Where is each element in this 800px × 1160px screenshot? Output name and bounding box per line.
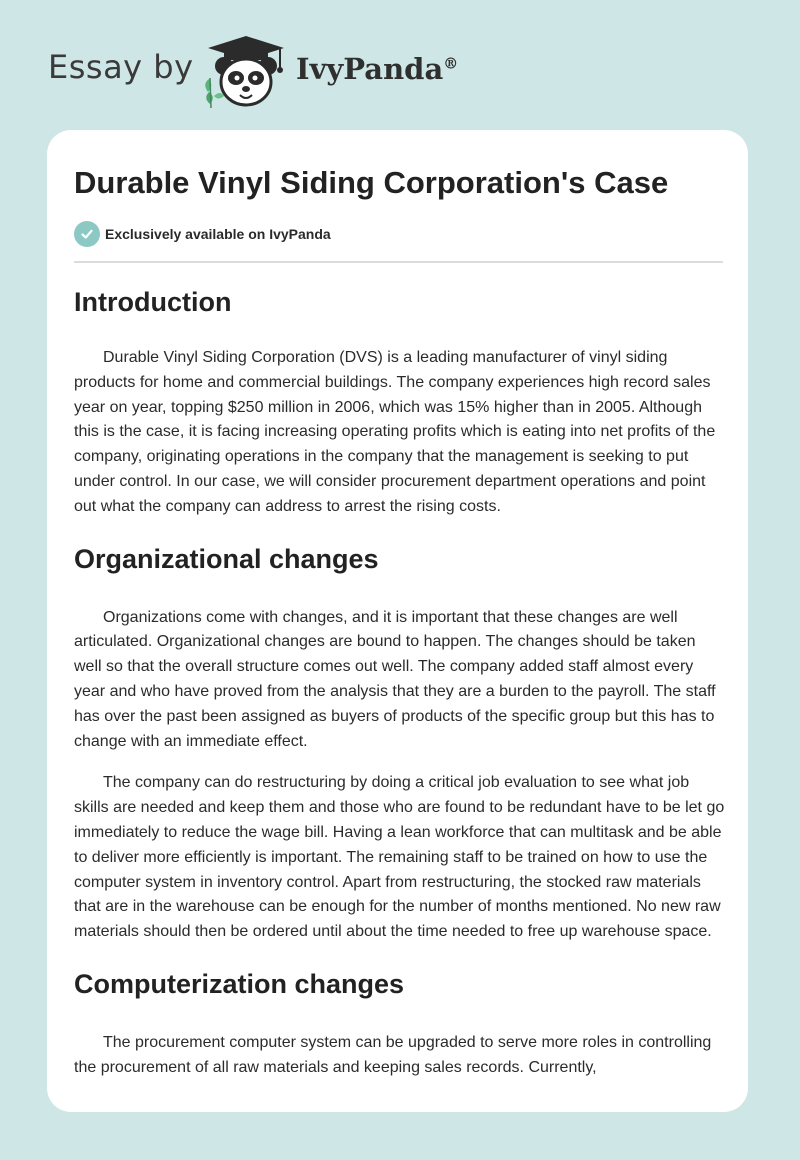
org-paragraph-1: Organizations come with changes, and it is important that these changes are well articulated. Organizational changes are bound to happen. The changes should be taken well so that the overall structure comes out well. The company added staff almost every year and who have proved from the analysis that they are a burden to the payroll. The staff has over the past been assigned as buyers of products of the specific group but this has to change with an immediate effect. [74, 608, 716, 750]
essay-title: Durable Vinyl Siding Corporation's Case [74, 165, 669, 200]
panda-logo-icon[interactable] [200, 34, 292, 110]
section-heading-organizational-changes: Organizational changes [74, 543, 379, 574]
section-heading-computerization-changes: Computerization changes [74, 968, 405, 999]
essay-card [47, 130, 748, 1112]
title-divider [74, 261, 723, 263]
brand-name[interactable] [296, 52, 458, 86]
check-icon [74, 221, 100, 247]
exclusive-badge [74, 221, 331, 247]
intro-paragraph: Durable Vinyl Siding Corporation (DVS) is a leading manufacturer of vinyl siding products for home and commercial buildings. The company experiences high record sales year on year, topping $250 million in 2006, which was 15% higher than in 2005. Although this is the case, it is facing increasing operating profits which is eating into net profits of the company, originating operations in the company that the management is seeking to put under control. In our case, we will consider procurement department operations and point out what the company can address to arrest the rising costs. [74, 349, 716, 515]
essay-by-label: Essay by [48, 48, 194, 86]
badge-label: Exclusively available on IvyPanda [105, 226, 331, 242]
registered-mark: ® [443, 54, 459, 73]
brand-name-text: IvyPanda [296, 52, 444, 86]
org-paragraph-2: The company can do restructuring by doing a critical job evaluation to see what job skills are needed and keep them and those who are found to be redundant have to be let go immediately to reduce the wage bill. Having a lean workforce that can multitask and be able to deliver more efficiently is important. The remaining staff to be trained on how to use the computer system in inventory control. Apart from restructuring, the stocked raw materials that are in the warehouse can be enough for the number of months mentioned. No new raw materials should then be ordered until about the time needed to free up warehouse space. [74, 774, 725, 941]
section-heading-introduction: Introduction [74, 287, 232, 317]
essay-body [74, 280, 726, 1081]
site-header [0, 0, 800, 130]
comp-paragraph-1: The procurement computer system can be upgraded to serve more roles in controlling the procurement of all raw materials and keeping sales records. Currently, [74, 1033, 712, 1076]
